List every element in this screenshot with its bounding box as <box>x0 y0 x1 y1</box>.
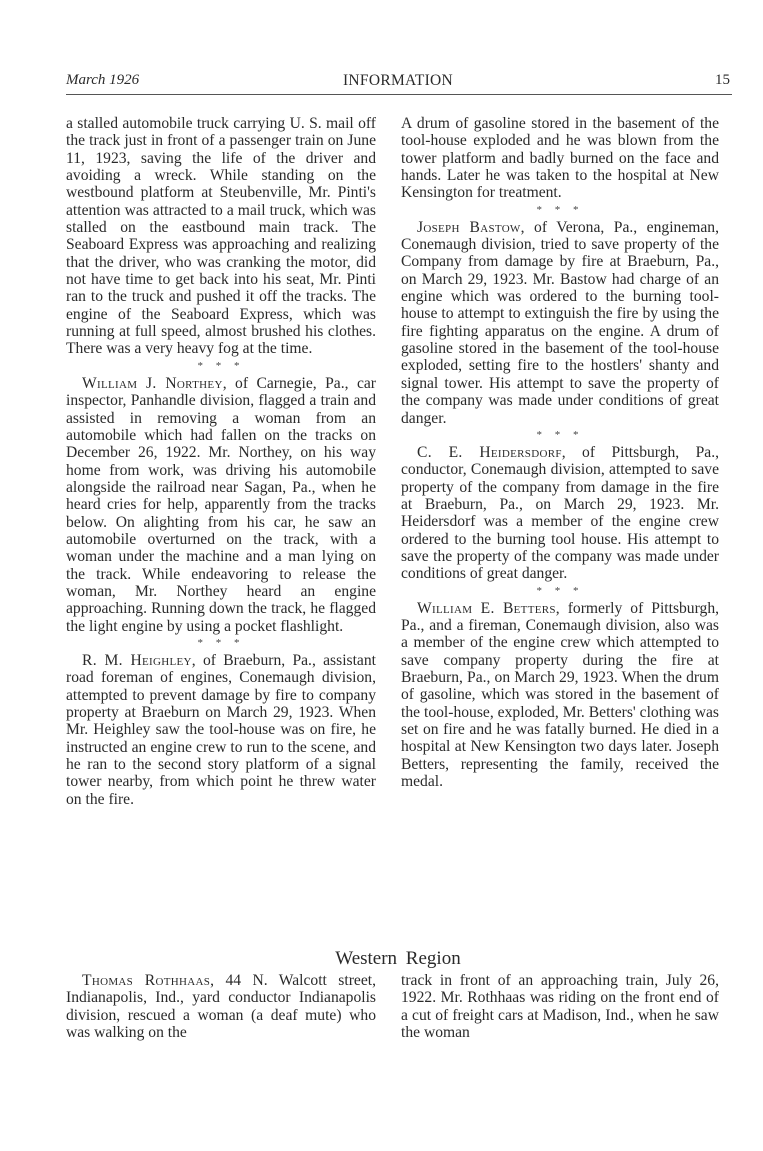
person-name: C. E. Heidersdorf <box>417 443 562 461</box>
header-rule <box>66 94 732 95</box>
paragraph-bastow <box>401 219 719 427</box>
separator: * * * <box>536 584 584 597</box>
paragraph-betters <box>401 600 719 791</box>
section-right-column <box>401 972 719 1041</box>
person-name: Joseph Bastow <box>417 218 521 236</box>
paragraph-text: , of Pittsburgh, Pa., conductor, Conemaugh division, attempted to save property of the company from damage in the fire at Braeburn, Pa., on March 29, 1923. Mr. Heidersdorf was a member of the engine crew ordered to the burning tool house. His attempt to save the property of the company was made under conditions of great danger. <box>401 443 719 583</box>
publication-title: INFORMATION <box>342 72 454 89</box>
paragraph-text: , of Braeburn, Pa., assistant road foreman of engines, Conemaugh division, attempted to prevent damage by fire to company property at Braeburn on March 29, 1923. When Mr. Heighley saw the tool-house was on fire, he instructed an engine crew to run to the scene, and he ran to the second story platform of a signal tower nearby, from which point he threw water on the fire. <box>66 651 376 808</box>
page-number: 15 <box>715 72 730 88</box>
paragraph-heighley-continued: A drum of gasoline stored in the basement of the tool-house exploded and he was blown from the tower platform and badly burned on the face and hands. Later he was taken to the hospital at New Kensington for treatment. <box>401 115 719 202</box>
person-name: Thomas Rothhaas <box>82 972 211 989</box>
paragraph-heighley <box>66 652 376 808</box>
paragraph-rothhaas <box>66 972 376 1041</box>
paragraph-rothhaas-continued: track in front of an approaching train, July 26, 1922. Mr. Rothhaas was riding on the front end of a cut of freight cars at Madison, Ind., when he saw the woman <box>401 972 719 1042</box>
page-header <box>66 72 730 94</box>
paragraph-text: , of Carnegie, Pa., car inspector, Panhandle division, flagged a train and assisted in removing a woman from an automobile which had fallen on the tracks on December 26, 1922. Mr. Northey, on his way home from work, was driving his automobile alongside the railroad near Sagan, Pa., when he heard cries for help, apparently from the tracks below. On alighting from his car, he saw an automobile overturned on the track, with a woman under the machine and a man lying on the track. While endeavoring to release the woman, Mr. Northey heard an engine approaching. Running down the track, he flagged the light engine by using a pocket flashlight. <box>66 374 376 635</box>
separator: * * * <box>536 428 584 441</box>
person-name: William J. Northey <box>82 374 223 392</box>
paragraph-text: , 44 N. Walcott street, Indianapolis, Ind., yard conductor Indianapolis division, rescued a woman (a deaf mute) who was walking on the <box>66 972 376 1042</box>
issue-date: March 1926 <box>66 72 140 88</box>
section-heading: Western Region <box>335 948 461 969</box>
separator: * * * <box>536 203 584 216</box>
paragraph-pinti-continued: a stalled automobile truck carrying U. S. mail off the track just in front of a passenger train on June 11, 1923, saving the life of the driver and avoiding a wreck. While standing on the westbound platform at Steubenville, Mr. Pinti's attention was attracted to a mail truck, which was stalled on the eastbound main track. The Seaboard Express was approaching and realizing that the driver, who was cranking the motor, did not have time to get back into his seat, Mr. Pinti ran to the truck and pushed it off the tracks. The engine of the Seaboard Express, which was running at full speed, almost brushed his clothes. There was a very heavy fog at the time. <box>66 115 376 358</box>
person-name: R. M. Heighley <box>82 651 192 669</box>
separator: * * * <box>197 636 245 649</box>
left-column <box>66 115 376 808</box>
section-left-column <box>66 972 376 1041</box>
person-name: William E. Betters <box>417 599 556 617</box>
paragraph-northey <box>66 375 376 635</box>
right-column <box>401 115 719 790</box>
paragraph-heidersdorf <box>401 444 719 583</box>
paragraph-text: , formerly of Pittsburgh, Pa., and a fireman, Conemaugh division, also was a member of the engine crew which attempted to save company property during the fire at Braeburn, Pa., on March 29, 1923. When the drum of gasoline, which was stored in the basement of the tool-house, exploded, Mr. Betters' clothing was set on fire and he was fatally burned. He died in a hospital at New Kensington two days later. Joseph Betters, representing the family, received the medal. <box>401 599 720 791</box>
separator: * * * <box>197 359 245 372</box>
paragraph-text: , of Verona, Pa., engineman, Conemaugh division, tried to save property of the Company from damage by fire at Braeburn, Pa., on March 29, 1923. Mr. Bastow had charge of an engine which was ordered to the burning tool-house to attempt to extinguish the fire by using the fire fighting apparatus on the engine. A drum of gasoline stored in the basement of the tool-house exploded, setting fire to the hostlers' shanty and signal tower. His attempt to save the property of the company was made under conditions of great danger. <box>401 218 719 427</box>
